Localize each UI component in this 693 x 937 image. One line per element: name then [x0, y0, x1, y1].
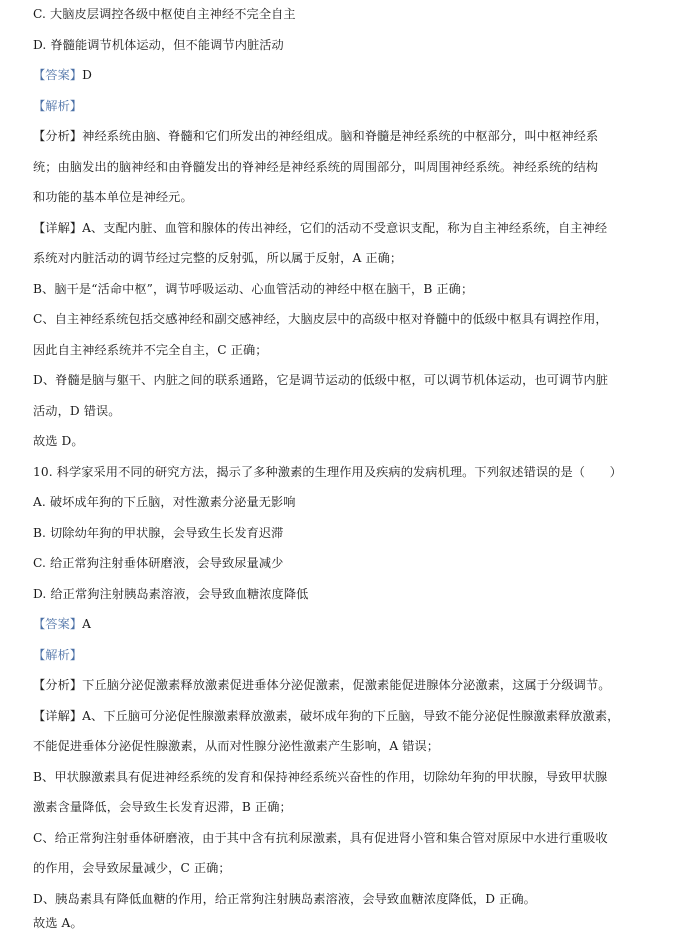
- q9-analysis-tag: 【解析】: [33, 99, 83, 113]
- q9-fenxi-line-2: 统；由脑发出的脑神经和由脊髓发出的脊神经是神经系统的周围部分，叫周围神经系统。神经系统的结构: [33, 160, 599, 174]
- q9-conclusion: 故选 D。: [33, 434, 84, 448]
- q10-xiangjie-line-6: 的作用，会导致尿量减少，C 正确；: [33, 861, 231, 875]
- q10-answer-tag: 【答案】: [33, 617, 83, 631]
- q10-stem: 10. 科学家采用不同的研究方法，揭示了多种激素的生理作用及疾病的发病机理。下列叙述错误的是（ ）: [33, 465, 622, 479]
- q9-xiangjie-text-1: A、支配内脏、血管和腺体的传出神经，它们的活动不受意识支配，称为自主神经系统，自主神经: [82, 221, 608, 235]
- q10-conclusion: 故选 A。: [33, 916, 83, 930]
- q10-option-a: A. 破坏成年狗的下丘脑，对性激素分泌量无影响: [33, 495, 296, 509]
- q9-fenxi-line-1: [33, 127, 598, 145]
- q10-xiangjie-line-3: B、甲状腺激素具有促进神经系统的发育和保持神经系统兴奋性的作用，切除幼年狗的甲状腺，导致甲状腺: [33, 770, 608, 784]
- q9-xiangjie-line-3: B、脑干是“活命中枢”，调节呼吸运动、心血管活动的神经中枢在脑干，B 正确；: [33, 282, 474, 296]
- q9-xiangjie-line-1: [33, 219, 607, 237]
- q10-xiangjie-text-1: A、下丘脑可分泌促性腺激素释放激素，破坏成年狗的下丘脑，导致不能分泌促性腺激素释放激素，: [82, 709, 620, 723]
- q9-xiangjie-line-4: C、自主神经系统包括交感神经和副交感神经，大脑皮层中的高级中枢对脊髓中的低级中枢具有调控作用，: [33, 312, 608, 326]
- q9-answer-tag: 【答案】: [33, 68, 83, 82]
- q9-xiangjie-tag: 【详解】: [33, 221, 83, 235]
- q10-answer-value: A: [82, 617, 92, 631]
- q10-fenxi-tag: 【分析】: [33, 678, 83, 692]
- q10-fenxi-text: 下丘脑分泌促激素释放激素促进垂体分泌促激素，促激素能促进腺体分泌激素，这属于分级调节。: [82, 678, 611, 692]
- q10-option-b: B. 切除幼年狗的甲状腺，会导致生长发育迟滞: [33, 526, 284, 540]
- q9-xiangjie-line-7: 活动，D 错误。: [33, 404, 121, 418]
- q10-option-c: C. 给正常狗注射垂体研磨液，会导致尿量减少: [33, 556, 284, 570]
- q10-fenxi-line: [33, 676, 611, 694]
- q9-fenxi-tag: 【分析】: [33, 129, 83, 143]
- q10-xiangjie-line-7: D、胰岛素具有降低血糖的作用，给正常狗注射胰岛素溶液，会导致血糖浓度降低，D 正确。: [33, 892, 536, 906]
- q9-answer-value: D: [82, 68, 93, 82]
- q10-xiangjie-tag: 【详解】: [33, 709, 83, 723]
- q9-option-d: D. 脊髓能调节机体运动，但不能调节内脏活动: [33, 38, 284, 52]
- q9-answer: [33, 66, 92, 84]
- q10-xiangjie-line-4: 激素含量降低，会导致生长发育迟滞，B 正确；: [33, 800, 292, 814]
- q9-xiangjie-line-5: 因此自主神经系统并不完全自主，C 正确；: [33, 343, 268, 357]
- q10-xiangjie-line-2: 不能促进垂体分泌促性腺激素，从而对性腺分泌性激素产生影响，A 错误；: [33, 739, 440, 753]
- q10-answer: [33, 615, 91, 633]
- q10-analysis-tag: 【解析】: [33, 648, 83, 662]
- q9-option-c: C. 大脑皮层调控各级中枢使自主神经不完全自主: [33, 7, 296, 21]
- q10-option-d: D. 给正常狗注射胰岛素溶液，会导致血糖浓度降低: [33, 587, 309, 601]
- q9-fenxi-line-3: 和功能的基本单位是神经元。: [33, 190, 193, 204]
- q10-xiangjie-line-5: C、给正常狗注射垂体研磨液，由于其中含有抗利尿激素，具有促进肾小管和集合管对原尿中水进行重吸收: [33, 831, 608, 845]
- q9-xiangjie-line-6: D、脊髓是脑与躯干、内脏之间的联系通路，它是调节运动的低级中枢，可以调节机体运动，也可调节内脏: [33, 373, 609, 387]
- q9-xiangjie-line-2: 系统对内脏活动的调节经过完整的反射弧，所以属于反射，A 正确；: [33, 251, 403, 265]
- q9-fenxi-text-1: 神经系统由脑、脊髓和它们所发出的神经组成。脑和脊髓是神经系统的中枢部分，叫中枢神经系: [82, 129, 599, 143]
- q10-xiangjie-line-1: [33, 707, 619, 725]
